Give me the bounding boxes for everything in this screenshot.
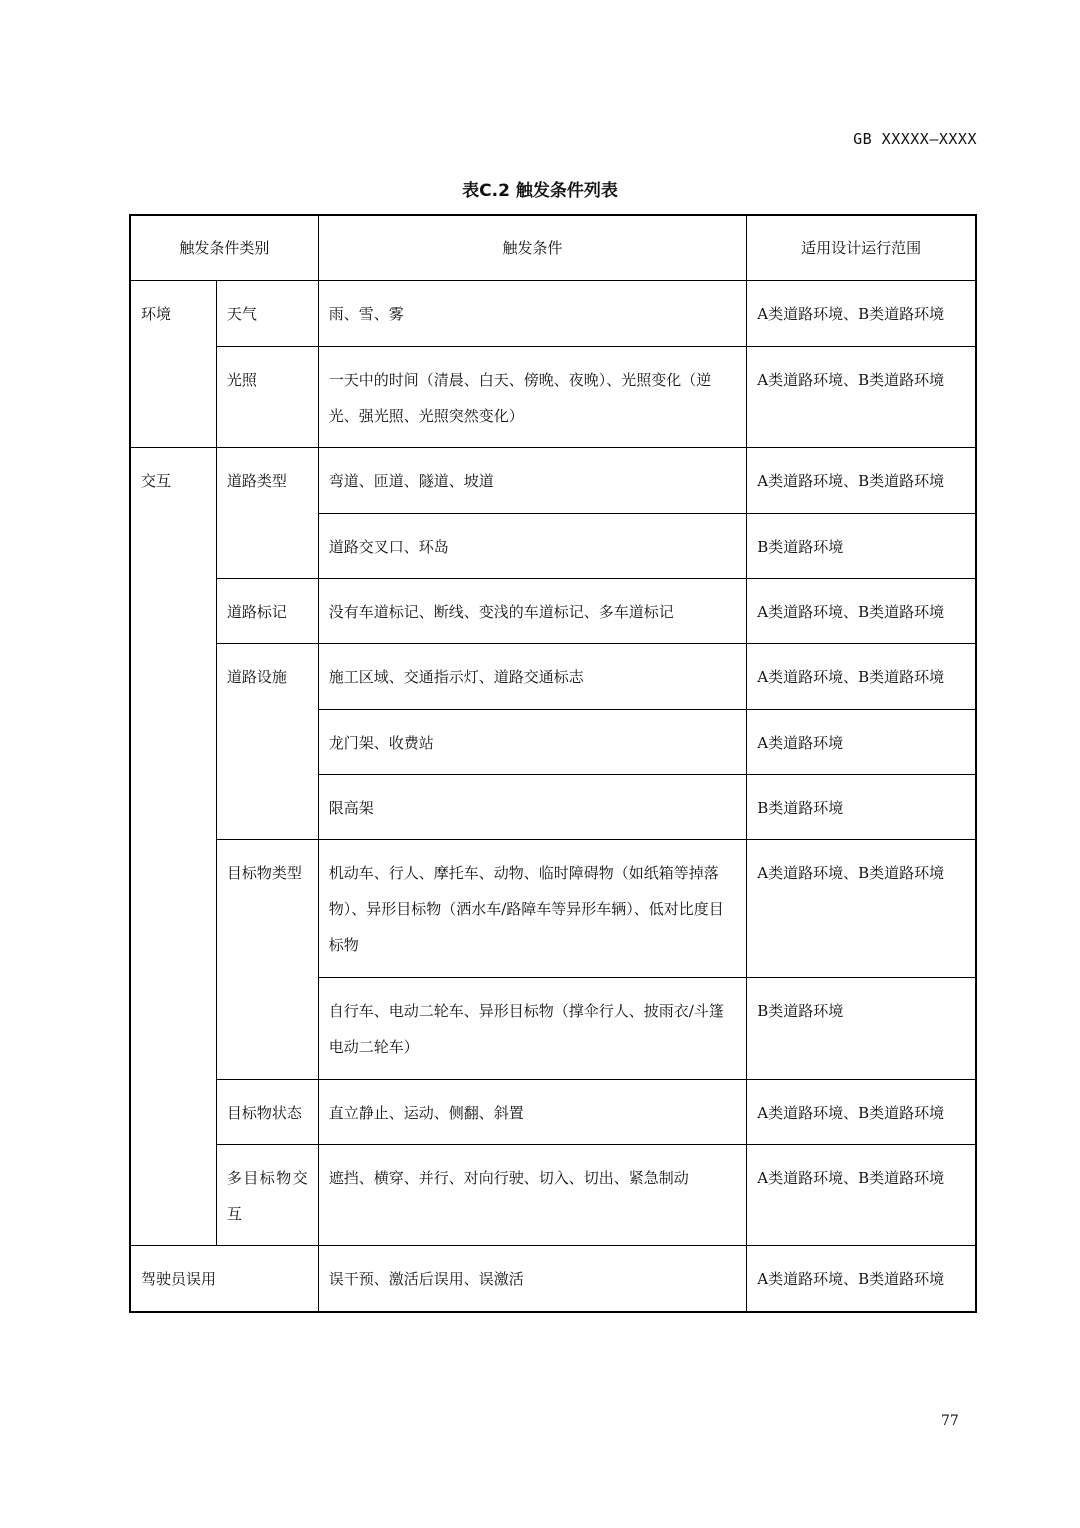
scope-cell: A类道路环境 [747,710,976,775]
standard-code: GB XXXXX—XXXX [853,130,977,148]
table-row [130,1145,976,1246]
scope-cell: B类道路环境 [747,514,976,579]
subcategory-cell: 目标物状态 [216,1080,318,1145]
scope-cell: A类道路环境、B类道路环境 [747,1145,976,1246]
condition-cell: 自行车、电动二轮车、异形目标物（撑伞行人、披雨衣/斗篷电动二轮车） [318,978,747,1080]
condition-cell: 没有车道标记、断线、变浅的车道标记、多车道标记 [318,579,747,644]
table-row [130,281,976,347]
scope-cell: B类道路环境 [747,775,976,840]
condition-cell: 限高架 [318,775,747,840]
subcategory-text-line: 多目标物交 [226,1169,308,1187]
condition-cell: 道路交叉口、环岛 [318,514,747,579]
scope-cell: A类道路环境、B类道路环境 [747,644,976,710]
scope-cell: A类道路环境、B类道路环境 [747,1246,976,1312]
scope-cell: A类道路环境、B类道路环境 [747,448,976,514]
table-title: 表C.2 触发条件列表 [462,181,618,201]
condition-cell: 龙门架、收费站 [318,710,747,775]
condition-cell: 雨、雪、雾 [318,281,747,347]
condition-cell: 机动车、行人、摩托车、动物、临时障碍物（如纸箱等掉落物）、异形目标物（洒水车/路障车等异形车辆）、低对比度目标物 [318,840,747,978]
table-row [130,840,976,978]
scope-cell: A类道路环境、B类道路环境 [747,281,976,347]
subcategory-cell: 道路设施 [216,644,318,840]
table-row [130,579,976,644]
category-cell: 交互 [130,448,216,1246]
column-header-category: 触发条件类别 [130,215,318,281]
trigger-conditions-table [129,214,977,1313]
scope-cell: A类道路环境、B类道路环境 [747,840,976,978]
subcategory-cell: 光照 [216,347,318,448]
scope-cell: A类道路环境、B类道路环境 [747,1080,976,1145]
table-row [130,1246,976,1312]
column-header-condition: 触发条件 [318,215,747,281]
table-row [130,347,976,448]
subcategory-text-line: 互 [226,1205,242,1223]
condition-cell: 误干预、激活后误用、误激活 [318,1246,747,1312]
scope-cell: B类道路环境 [747,978,976,1080]
subcategory-cell: 道路类型 [216,448,318,579]
condition-cell: 一天中的时间（清晨、白天、傍晚、夜晚）、光照变化（逆光、强光照、光照突然变化） [318,347,747,448]
scope-cell: A类道路环境、B类道路环境 [747,579,976,644]
column-header-scope: 适用设计运行范围 [747,215,976,281]
subcategory-cell [216,1145,318,1246]
condition-cell: 遮挡、横穿、并行、对向行驶、切入、切出、紧急制动 [318,1145,747,1246]
condition-cell: 施工区域、交通指示灯、道路交通标志 [318,644,747,710]
condition-cell: 直立静止、运动、侧翻、斜置 [318,1080,747,1145]
page-number: 77 [941,1413,959,1429]
category-cell: 环境 [130,281,216,448]
condition-cell: 弯道、匝道、隧道、坡道 [318,448,747,514]
table-header-row [130,215,976,281]
category-cell: 驾驶员误用 [130,1246,318,1312]
table-row [130,644,976,710]
table-row [130,448,976,514]
table-row [130,1080,976,1145]
subcategory-cell: 目标物类型 [216,840,318,1080]
subcategory-cell: 天气 [216,281,318,347]
scope-cell: A类道路环境、B类道路环境 [747,347,976,448]
subcategory-cell: 道路标记 [216,579,318,644]
